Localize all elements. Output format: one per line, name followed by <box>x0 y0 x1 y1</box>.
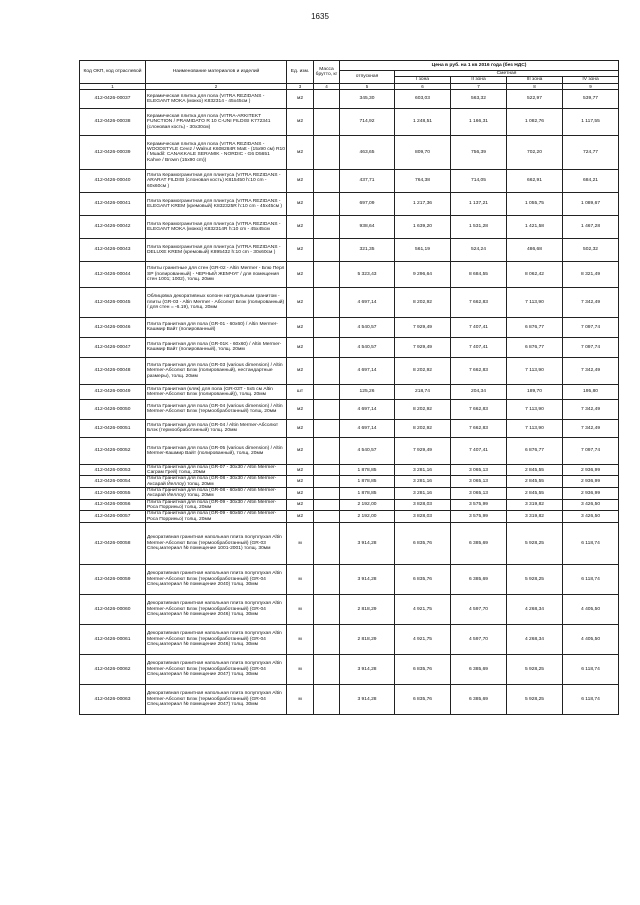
row-release: 938,64 <box>340 215 395 238</box>
row-code: 412-0426-00049 <box>80 384 146 399</box>
row-name: Плита Гранитная для пола (GR-03 (various dimension) / Altin Mermer-Абсолют Блэк (полированный), нестандартные размеры), толщ. 20мм <box>146 357 287 384</box>
row-zone-2: 6 385,69 <box>451 564 507 594</box>
row-zone-4: 4 405,50 <box>563 594 619 624</box>
row-zone-3: 5 928,25 <box>507 654 563 684</box>
row-release: 437,71 <box>340 169 395 192</box>
row-zone-4: 684,21 <box>563 169 619 192</box>
row-unit: м2 <box>287 135 314 169</box>
row-release: 4 540,57 <box>340 337 395 357</box>
row-mass <box>314 624 340 654</box>
row-code: 412-0426-00058 <box>80 522 146 564</box>
row-code: 412-0426-00040 <box>80 169 146 192</box>
row-zone-2: 3 575,99 <box>451 511 507 523</box>
row-zone-4: 6 118,74 <box>563 522 619 564</box>
row-zone-4: 1 089,67 <box>563 192 619 215</box>
row-unit: м2 <box>287 499 314 511</box>
row-code: 412-0426-00039 <box>80 135 146 169</box>
row-zone-4: 3 426,50 <box>563 511 619 523</box>
row-zone-4: 502,32 <box>563 238 619 261</box>
table-row <box>80 594 619 624</box>
row-zone-1: 1 217,36 <box>395 192 451 215</box>
row-zone-2: 7 662,83 <box>451 419 507 437</box>
row-mass <box>314 464 340 476</box>
row-zone-3: 189,70 <box>507 384 563 399</box>
row-code: 412-0426-00060 <box>80 594 146 624</box>
column-number: 8 <box>507 83 563 89</box>
header-zone-2: II зона <box>451 77 507 83</box>
row-zone-3: 5 928,25 <box>507 522 563 564</box>
row-code: 412-0426-00047 <box>80 337 146 357</box>
table-row <box>80 192 619 215</box>
row-zone-1: 3 281,16 <box>395 488 451 500</box>
row-zone-4: 7 097,74 <box>563 337 619 357</box>
table-row <box>80 287 619 317</box>
row-zone-2: 7 407,41 <box>451 317 507 337</box>
column-number: 2 <box>146 83 287 89</box>
row-zone-1: 1 639,20 <box>395 215 451 238</box>
row-mass <box>314 511 340 523</box>
row-name: Плита Гранитная для пола (GR-04 / Altin Mermer-Абсолют Блэк (термообработанный) толщ. 20мм <box>146 419 287 437</box>
row-release: 3 914,28 <box>340 522 395 564</box>
column-number: 3 <box>287 83 314 89</box>
table-row <box>80 488 619 500</box>
row-zone-3: 5 928,25 <box>507 684 563 714</box>
row-code: 412-0426-00046 <box>80 317 146 337</box>
table-body <box>80 89 619 714</box>
table-row <box>80 135 619 169</box>
row-zone-1: 7 929,49 <box>395 437 451 464</box>
row-unit: м <box>287 594 314 624</box>
column-number: 5 <box>340 83 395 89</box>
row-zone-1: 7 929,49 <box>395 317 451 337</box>
row-release: 2 192,00 <box>340 511 395 523</box>
row-release: 125,26 <box>340 384 395 399</box>
row-zone-1: 1 248,51 <box>395 108 451 135</box>
row-zone-4: 7 342,49 <box>563 419 619 437</box>
row-zone-4: 1 467,28 <box>563 215 619 238</box>
row-name: Декоративная гранитная напольная плита полуплухая Altin Mermer-Абсолют Блэк (термообработанный) (GR-03 Спец.материал № помещение 1001-2001) толщ. 30мм <box>146 522 287 564</box>
row-unit: м <box>287 684 314 714</box>
table-row <box>80 464 619 476</box>
row-zone-2: 3 575,99 <box>451 499 507 511</box>
row-zone-1: 3 828,03 <box>395 511 451 523</box>
row-zone-1: 3 281,16 <box>395 476 451 488</box>
row-release: 3 914,28 <box>340 684 395 714</box>
row-mass <box>314 192 340 215</box>
row-mass <box>314 357 340 384</box>
row-zone-4: 539,77 <box>563 89 619 108</box>
row-code: 412-0426-00042 <box>80 215 146 238</box>
table-row <box>80 108 619 135</box>
row-zone-3: 1 421,58 <box>507 215 563 238</box>
row-name: Плита Гранитная для пола (GR-08 - 60х60 / Altin Mermer-Аксарай Йеллоу) толщ. 20мм <box>146 488 287 500</box>
row-name: Декоративная гранитная напольная плита полуплухая Altin Mermer-Абсолют Блэк (термообработанный) (GR-04 Спец.материал № помещение 2047) толщ. 30мм <box>146 654 287 684</box>
row-unit: м2 <box>287 192 314 215</box>
table-row <box>80 511 619 523</box>
row-zone-2: 563,32 <box>451 89 507 108</box>
table-row <box>80 624 619 654</box>
row-zone-2: 1 137,21 <box>451 192 507 215</box>
row-zone-1: 3 281,16 <box>395 464 451 476</box>
row-zone-1: 4 921,75 <box>395 624 451 654</box>
row-unit: м <box>287 654 314 684</box>
row-name: Керамическая плитка для пола (VITRA REZIDANS - ELEGANT MOKA (мокко) K832314 - 45х45см ) <box>146 89 287 108</box>
row-zone-1: 8 202,92 <box>395 419 451 437</box>
row-name: Керамическая плитка для пола (VITRA-ARKITEKT FUNCTION / PRAMIDATO R 10 C-UNI FILDISI K772341 (слоновая кость) - 30х30см) <box>146 108 287 135</box>
row-code: 412-0426-00050 <box>80 399 146 419</box>
row-zone-4: 6 118,74 <box>563 564 619 594</box>
row-mass <box>314 215 340 238</box>
row-zone-3: 662,91 <box>507 169 563 192</box>
table-row <box>80 564 619 594</box>
row-zone-2: 714,05 <box>451 169 507 192</box>
row-unit: м <box>287 522 314 564</box>
row-release: 3 914,28 <box>340 654 395 684</box>
header-zone-3: III зона <box>507 77 563 83</box>
row-zone-3: 2 845,55 <box>507 488 563 500</box>
row-mass <box>314 317 340 337</box>
row-name: Декоративная гранитная напольная плита полуплухая Altin Mermer-Абсолют Блэк (термообработанный) (GR-04 Спец.материал № помещение 2047) толщ. 30мм <box>146 684 287 714</box>
row-code: 412-0426-00052 <box>80 437 146 464</box>
table-row <box>80 654 619 684</box>
row-name: Декоративная гранитная напольная плита полуплухая Altin Mermer-Абсолют Блэк (термообработанный) (GR-04 Спец.материал № помещение 2046) толщ. 30мм <box>146 594 287 624</box>
row-name: Плита Керамогранитная для плинтуса (VITRA REZIDANS - ELEGANT KREM (кремовый) K832325R h:10 cm - 45х45см ) <box>146 192 287 215</box>
row-zone-1: 8 202,92 <box>395 399 451 419</box>
row-zone-2: 1 531,28 <box>451 215 507 238</box>
row-zone-1: 764,38 <box>395 169 451 192</box>
row-zone-2: 8 684,55 <box>451 261 507 287</box>
row-zone-1: 4 921,75 <box>395 594 451 624</box>
table-row <box>80 357 619 384</box>
table-row <box>80 399 619 419</box>
row-name: Керамическая плитка для пола (VITRA REZIDANS - WOODSTYLE Cevız / Walnut K608284R Matt - (15х90 см) R10 / Muadil: CANAKKALE SERAMIK - NORDIC - G6 D5651 Kahve / Brown (15х90 cm)) <box>146 135 287 169</box>
row-unit: м <box>287 624 314 654</box>
header-estimate: Сметная <box>395 71 619 77</box>
row-zone-1: 218,74 <box>395 384 451 399</box>
header-name: Наименование материалов и изделий <box>146 61 287 84</box>
row-zone-3: 702,20 <box>507 135 563 169</box>
row-unit: м2 <box>287 511 314 523</box>
row-zone-3: 4 268,34 <box>507 594 563 624</box>
row-release: 4 540,57 <box>340 437 395 464</box>
table-row <box>80 384 619 399</box>
row-zone-4: 7 097,74 <box>563 437 619 464</box>
row-zone-3: 522,97 <box>507 89 563 108</box>
row-unit: м2 <box>287 437 314 464</box>
row-release: 2 818,29 <box>340 594 395 624</box>
table-row <box>80 522 619 564</box>
header-zone-4: IV зона <box>563 77 619 83</box>
row-name: Плита Гранитная для пола (GR-07 - 30х30 / Altin Mermer-Саграм Грей) толщ. 20мм <box>146 464 287 476</box>
row-zone-2: 1 166,31 <box>451 108 507 135</box>
row-unit: м2 <box>287 261 314 287</box>
row-unit: м2 <box>287 89 314 108</box>
table-row <box>80 317 619 337</box>
row-unit: м2 <box>287 238 314 261</box>
row-unit: м2 <box>287 464 314 476</box>
row-zone-4: 4 405,50 <box>563 624 619 654</box>
row-mass <box>314 522 340 564</box>
row-zone-3: 6 876,77 <box>507 437 563 464</box>
header-code: Код ОКП, код отраслевой <box>80 61 146 84</box>
row-zone-2: 7 662,83 <box>451 399 507 419</box>
row-zone-3: 4 268,34 <box>507 624 563 654</box>
row-release: 714,92 <box>340 108 395 135</box>
row-mass <box>314 419 340 437</box>
page-number: 1635 <box>311 12 329 21</box>
row-release: 2 818,29 <box>340 624 395 654</box>
row-release: 1 878,85 <box>340 488 395 500</box>
row-unit: м <box>287 564 314 594</box>
row-zone-4: 195,80 <box>563 384 619 399</box>
row-zone-2: 6 385,69 <box>451 654 507 684</box>
row-release: 4 697,14 <box>340 419 395 437</box>
row-zone-1: 3 828,03 <box>395 499 451 511</box>
column-number: 6 <box>395 83 451 89</box>
table-row <box>80 476 619 488</box>
header-unit: Ед. изм. <box>287 61 314 84</box>
row-zone-4: 7 342,49 <box>563 399 619 419</box>
row-release: 697,09 <box>340 192 395 215</box>
row-mass <box>314 488 340 500</box>
row-zone-1: 9 296,64 <box>395 261 451 287</box>
row-name: Плита Гранитная для пола (GR-05 (various dimension) / Altin Mermer-Кашмир Вайт (полированный), толщ. 20мм <box>146 437 287 464</box>
row-zone-1: 561,19 <box>395 238 451 261</box>
row-name: Декоративная гранитная напольная плита полуплухая Altin Mermer-Абсолют Блэк (термообработанный) (GR-04 Спец.материал № помещение 2040) толщ. 30мм <box>146 564 287 594</box>
row-zone-2: 6 385,69 <box>451 684 507 714</box>
row-zone-2: 524,24 <box>451 238 507 261</box>
row-name: Плита Гранитная для пола (GR-01K - 60х60) / Altin Mermer-Кашмир Вайт (полированный), толщ. 20мм <box>146 337 287 357</box>
row-release: 1 878,85 <box>340 476 395 488</box>
row-zone-4: 2 936,99 <box>563 476 619 488</box>
row-zone-1: 8 202,92 <box>395 357 451 384</box>
row-zone-4: 1 117,55 <box>563 108 619 135</box>
table-row <box>80 238 619 261</box>
row-release: 4 697,14 <box>340 287 395 317</box>
row-code: 412-0426-00062 <box>80 654 146 684</box>
row-mass <box>314 399 340 419</box>
row-name: Декоративная гранитная напольная плита полуплухая Altin Mermer-Абсолют Блэк (термообработанный) (GR-04 Спец.материал № помещение 2046) толщ. 30мм <box>146 624 287 654</box>
header-release: отпускная <box>340 71 395 84</box>
table-row <box>80 215 619 238</box>
row-name: Плита Гранитная (кляк) для пола (GR-03T - 5х5 см Altin Mermer-Абсолют Блэк (полированный)), толщ. 20мм <box>146 384 287 399</box>
row-zone-3: 8 062,42 <box>507 261 563 287</box>
table-row <box>80 437 619 464</box>
row-release: 345,30 <box>340 89 395 108</box>
header-price-group: Цена в руб. на 1 кв 2016 года (без НДС) <box>340 61 619 71</box>
row-mass <box>314 384 340 399</box>
row-zone-3: 486,68 <box>507 238 563 261</box>
row-mass <box>314 108 340 135</box>
row-unit: м2 <box>287 337 314 357</box>
column-number: 4 <box>314 83 340 89</box>
row-zone-2: 7 662,83 <box>451 357 507 384</box>
row-mass <box>314 287 340 317</box>
row-release: 5 323,43 <box>340 261 395 287</box>
row-zone-3: 6 876,77 <box>507 337 563 357</box>
row-unit: м2 <box>287 476 314 488</box>
row-unit: шт <box>287 384 314 399</box>
row-zone-3: 2 845,55 <box>507 464 563 476</box>
row-zone-3: 6 876,77 <box>507 317 563 337</box>
row-name: Плита Гранитная для пола (GR-04 (various dimension) / Altin Mermer-Абсолют Блэк (термообработанный) толщ. 20мм <box>146 399 287 419</box>
price-table <box>79 60 619 715</box>
row-zone-3: 7 113,90 <box>507 399 563 419</box>
row-zone-1: 8 202,92 <box>395 287 451 317</box>
column-number: 1 <box>80 83 146 89</box>
row-zone-3: 7 113,90 <box>507 419 563 437</box>
table-row <box>80 261 619 287</box>
row-zone-4: 724,77 <box>563 135 619 169</box>
row-zone-3: 3 319,82 <box>507 499 563 511</box>
row-name: Плиты гранитные для стен (GR-02 - Altin Mermer - Блю Перл SP (полированный) - ЧЕРНЫЙ ЖЕМЧУГ / для помещения стен 1001; 1002), толщ. 20мм <box>146 261 287 287</box>
row-code: 412-0426-00045 <box>80 287 146 317</box>
row-zone-3: 1 055,75 <box>507 192 563 215</box>
row-mass <box>314 499 340 511</box>
row-code: 412-0426-00037 <box>80 89 146 108</box>
row-name: Плита Гранитная для пола (GR-09 - 60х60 / Altin Mermer-Роса Порриньо) толщ. 20мм <box>146 511 287 523</box>
column-number: 9 <box>563 83 619 89</box>
row-unit: м2 <box>287 317 314 337</box>
row-zone-2: 6 385,69 <box>451 522 507 564</box>
row-zone-2: 7 662,83 <box>451 287 507 317</box>
row-code: 412-0426-00044 <box>80 261 146 287</box>
row-code: 412-0426-00048 <box>80 357 146 384</box>
row-zone-2: 204,34 <box>451 384 507 399</box>
row-name: Плита Керамогранитная для плинтуса (VITRA REZIDANS - ARARAT FILDISI (слоновая кость) K815450 h:10 cm - 60х60см ) <box>146 169 287 192</box>
row-zone-4: 7 342,49 <box>563 287 619 317</box>
table-row <box>80 499 619 511</box>
header-mass: Масса брутто, кг <box>314 61 340 84</box>
row-code: 412-0426-00057 <box>80 511 146 523</box>
row-release: 1 878,85 <box>340 464 395 476</box>
row-zone-3: 7 113,90 <box>507 287 563 317</box>
row-zone-1: 7 929,49 <box>395 337 451 357</box>
row-zone-3: 3 319,82 <box>507 511 563 523</box>
row-release: 3 914,28 <box>340 564 395 594</box>
row-mass <box>314 564 340 594</box>
row-mass <box>314 437 340 464</box>
row-code: 412-0426-00038 <box>80 108 146 135</box>
row-code: 412-0426-00055 <box>80 488 146 500</box>
row-unit: м2 <box>287 287 314 317</box>
row-code: 412-0426-00063 <box>80 684 146 714</box>
row-zone-2: 3 065,13 <box>451 488 507 500</box>
row-zone-2: 7 407,41 <box>451 437 507 464</box>
row-zone-4: 3 426,50 <box>563 499 619 511</box>
row-zone-1: 6 835,76 <box>395 522 451 564</box>
row-code: 412-0426-00053 <box>80 464 146 476</box>
row-mass <box>314 238 340 261</box>
row-code: 412-0426-00041 <box>80 192 146 215</box>
row-zone-2: 7 407,41 <box>451 337 507 357</box>
row-zone-4: 2 936,99 <box>563 464 619 476</box>
row-zone-4: 6 118,74 <box>563 654 619 684</box>
row-zone-3: 5 928,25 <box>507 564 563 594</box>
row-unit: м2 <box>287 488 314 500</box>
row-name: Плита Гранитная для пола (GR-09 - 30х30 / Altin Mermer-Роса Порриньо) толщ. 20мм <box>146 499 287 511</box>
row-mass <box>314 337 340 357</box>
row-release: 2 192,00 <box>340 499 395 511</box>
row-name: Плита Керамогранитная для плинтуса (VITRA REZIDANS - DELUXE KREM (кремовый) K895432 h:10 cm - 30х60см ) <box>146 238 287 261</box>
row-zone-1: 6 835,76 <box>395 564 451 594</box>
row-zone-1: 603,03 <box>395 89 451 108</box>
row-mass <box>314 654 340 684</box>
row-code: 412-0426-00059 <box>80 564 146 594</box>
row-zone-4: 6 118,74 <box>563 684 619 714</box>
row-mass <box>314 594 340 624</box>
row-release: 4 697,14 <box>340 357 395 384</box>
row-zone-4: 7 097,74 <box>563 317 619 337</box>
row-mass <box>314 89 340 108</box>
row-unit: м2 <box>287 399 314 419</box>
row-zone-1: 809,70 <box>395 135 451 169</box>
row-mass <box>314 684 340 714</box>
row-zone-2: 4 597,70 <box>451 594 507 624</box>
row-zone-3: 7 113,90 <box>507 357 563 384</box>
row-release: 321,35 <box>340 238 395 261</box>
row-name: Плита Гранитная для пола (GR-08 - 30х30 / Altin Mermer-Аксарай Йеллоу) толщ. 20мм <box>146 476 287 488</box>
row-code: 412-0426-00056 <box>80 499 146 511</box>
row-unit: м2 <box>287 169 314 192</box>
table-row <box>80 419 619 437</box>
table-row <box>80 169 619 192</box>
row-zone-1: 6 835,76 <box>395 654 451 684</box>
row-zone-1: 6 835,76 <box>395 684 451 714</box>
row-code: 412-0426-00043 <box>80 238 146 261</box>
row-mass <box>314 476 340 488</box>
row-zone-4: 2 936,99 <box>563 488 619 500</box>
row-zone-2: 756,39 <box>451 135 507 169</box>
row-release: 4 697,14 <box>340 399 395 419</box>
header-zone-1: I зона <box>395 77 451 83</box>
row-code: 412-0426-00051 <box>80 419 146 437</box>
row-unit: м2 <box>287 215 314 238</box>
row-release: 4 540,57 <box>340 317 395 337</box>
row-name: Облицовка декоративных колонн натуральным гранитом - плиты (GR-03 - Altin Mermer - Абсолют Блэк (полированный) / для стен = -6.19), толщ. 20мм <box>146 287 287 317</box>
row-zone-4: 7 342,49 <box>563 357 619 384</box>
row-zone-2: 4 597,70 <box>451 624 507 654</box>
row-zone-3: 1 082,76 <box>507 108 563 135</box>
row-zone-2: 3 065,13 <box>451 476 507 488</box>
row-mass <box>314 261 340 287</box>
row-unit: м2 <box>287 357 314 384</box>
row-unit: м2 <box>287 419 314 437</box>
row-name: Плита Гранитная для пола (GR-01 - 60х60) / Altin Mermer-Кашмир Вайт (полированный) <box>146 317 287 337</box>
table-row <box>80 89 619 108</box>
row-zone-3: 2 845,55 <box>507 476 563 488</box>
row-mass <box>314 169 340 192</box>
row-release: 463,65 <box>340 135 395 169</box>
row-name: Плита Керамогранитная для плинтуса (VITRA REZIDANS - ELEGANT MOKA (мокко) K832314R h:10 cm - 45х45см <box>146 215 287 238</box>
row-zone-4: 8 321,49 <box>563 261 619 287</box>
row-zone-2: 3 065,13 <box>451 464 507 476</box>
row-code: 412-0426-00054 <box>80 476 146 488</box>
row-unit: м2 <box>287 108 314 135</box>
row-mass <box>314 135 340 169</box>
table-row <box>80 337 619 357</box>
row-code: 412-0426-00061 <box>80 624 146 654</box>
column-number: 7 <box>451 83 507 89</box>
table-row <box>80 684 619 714</box>
